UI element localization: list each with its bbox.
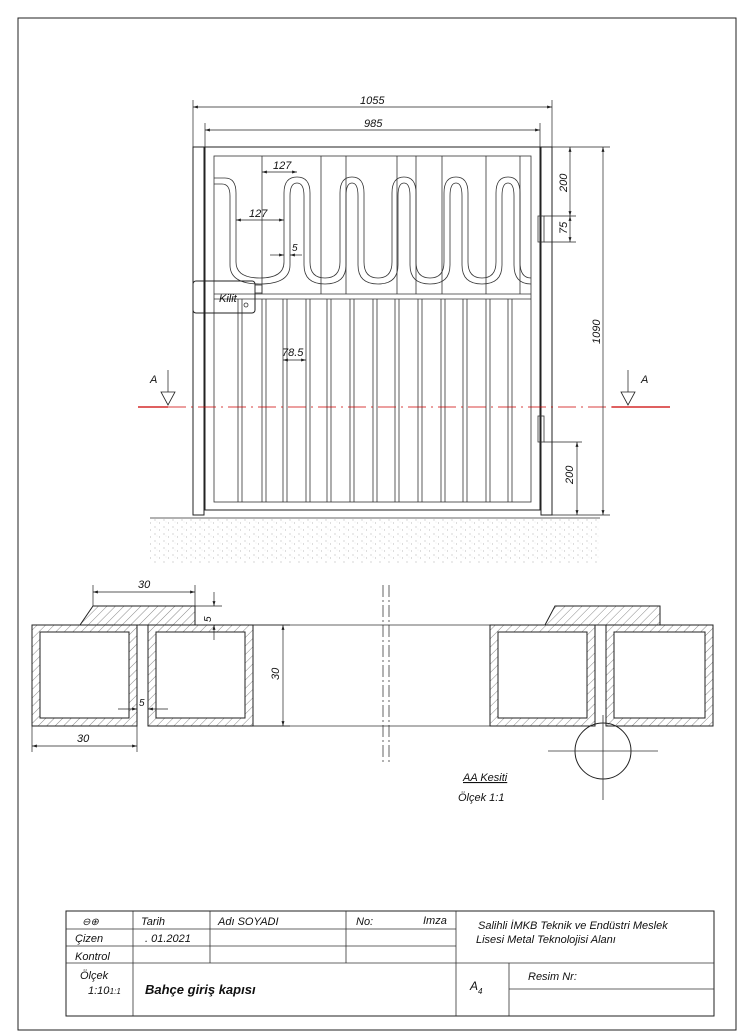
upper-vertical-bars (262, 156, 520, 294)
row-cizen: Çizen (75, 933, 104, 945)
dim-tube-height: 30 (270, 667, 282, 680)
col-tarih: Tarih (141, 916, 166, 928)
wave-bar-inner (214, 183, 531, 284)
ground-hatch (150, 518, 600, 563)
school-line-1: Salihli İMKB Teknik ve Endüstri Meslek (478, 920, 668, 932)
gate-front-view (138, 95, 670, 563)
projection-symbol-icon: ⊖⊕ (82, 917, 99, 928)
olcek-label: Ölçek (80, 970, 109, 982)
dim-hinge-bottom-offset: 200 (564, 465, 576, 484)
dim-hinge-length: 75 (558, 221, 570, 234)
dim-plate-width: 30 (138, 579, 151, 591)
dim-wave-pitch-top: 127 (273, 160, 292, 172)
plate-right (545, 606, 660, 625)
row-kontrol: Kontrol (75, 951, 110, 963)
plate-left (80, 606, 195, 625)
tube-left-2 (148, 625, 253, 726)
section-scale: Ölçek 1:1 (458, 792, 505, 804)
col-adi-soyadi: Adı SOYADI (218, 916, 279, 928)
lock-keyhole (244, 303, 248, 307)
wave-bar-outer (214, 177, 531, 278)
paper-size-sub: 4 (478, 987, 483, 996)
tube-right-2 (606, 625, 713, 726)
dim-tube-gap: 5 (139, 698, 145, 709)
section-title: AA Kesiti (463, 772, 508, 784)
lock-latch (255, 285, 262, 293)
right-post (541, 147, 552, 515)
dim-wave-pitch-second: 127 (249, 208, 268, 220)
dim-wave-gap: 5 (292, 243, 298, 254)
dim-bar-spacing: 78.5 (282, 347, 304, 359)
section-aa-view (32, 579, 713, 804)
col-imza: Imza (423, 915, 447, 927)
school-line-2: Lisesi Metal Teknolojisi Alanı (476, 934, 616, 946)
title-block (66, 911, 714, 1016)
dim-tube-width: 30 (77, 733, 90, 745)
tube-left-1 (32, 625, 137, 726)
cizen-date: . 01.2021 (145, 933, 191, 945)
lower-vertical-bars (238, 299, 512, 502)
dim-plate-thickness: 5 (203, 616, 214, 622)
section-arrow-right-icon (621, 392, 635, 405)
lock-label: Kilit (219, 293, 237, 305)
olcek-main: 1:10 (88, 985, 110, 997)
col-no: No: (356, 916, 374, 928)
drawing-title: Bahçe giriş kapısı (145, 982, 256, 997)
dim-inner-width: 985 (364, 118, 383, 130)
dim-overall-height: 1090 (591, 319, 603, 344)
resim-nr-label: Resim Nr: (528, 971, 577, 983)
tube-right-1 (490, 625, 595, 726)
dim-overall-width: 1055 (360, 95, 385, 107)
left-post (193, 147, 204, 515)
dim-hinge-top-offset: 200 (558, 173, 570, 192)
olcek-sub: -1:1 (107, 987, 121, 996)
paper-size: A (470, 979, 479, 993)
section-marker-left: A (150, 374, 158, 386)
section-arrow-left-icon (161, 392, 175, 405)
section-marker-right: A (641, 374, 649, 386)
